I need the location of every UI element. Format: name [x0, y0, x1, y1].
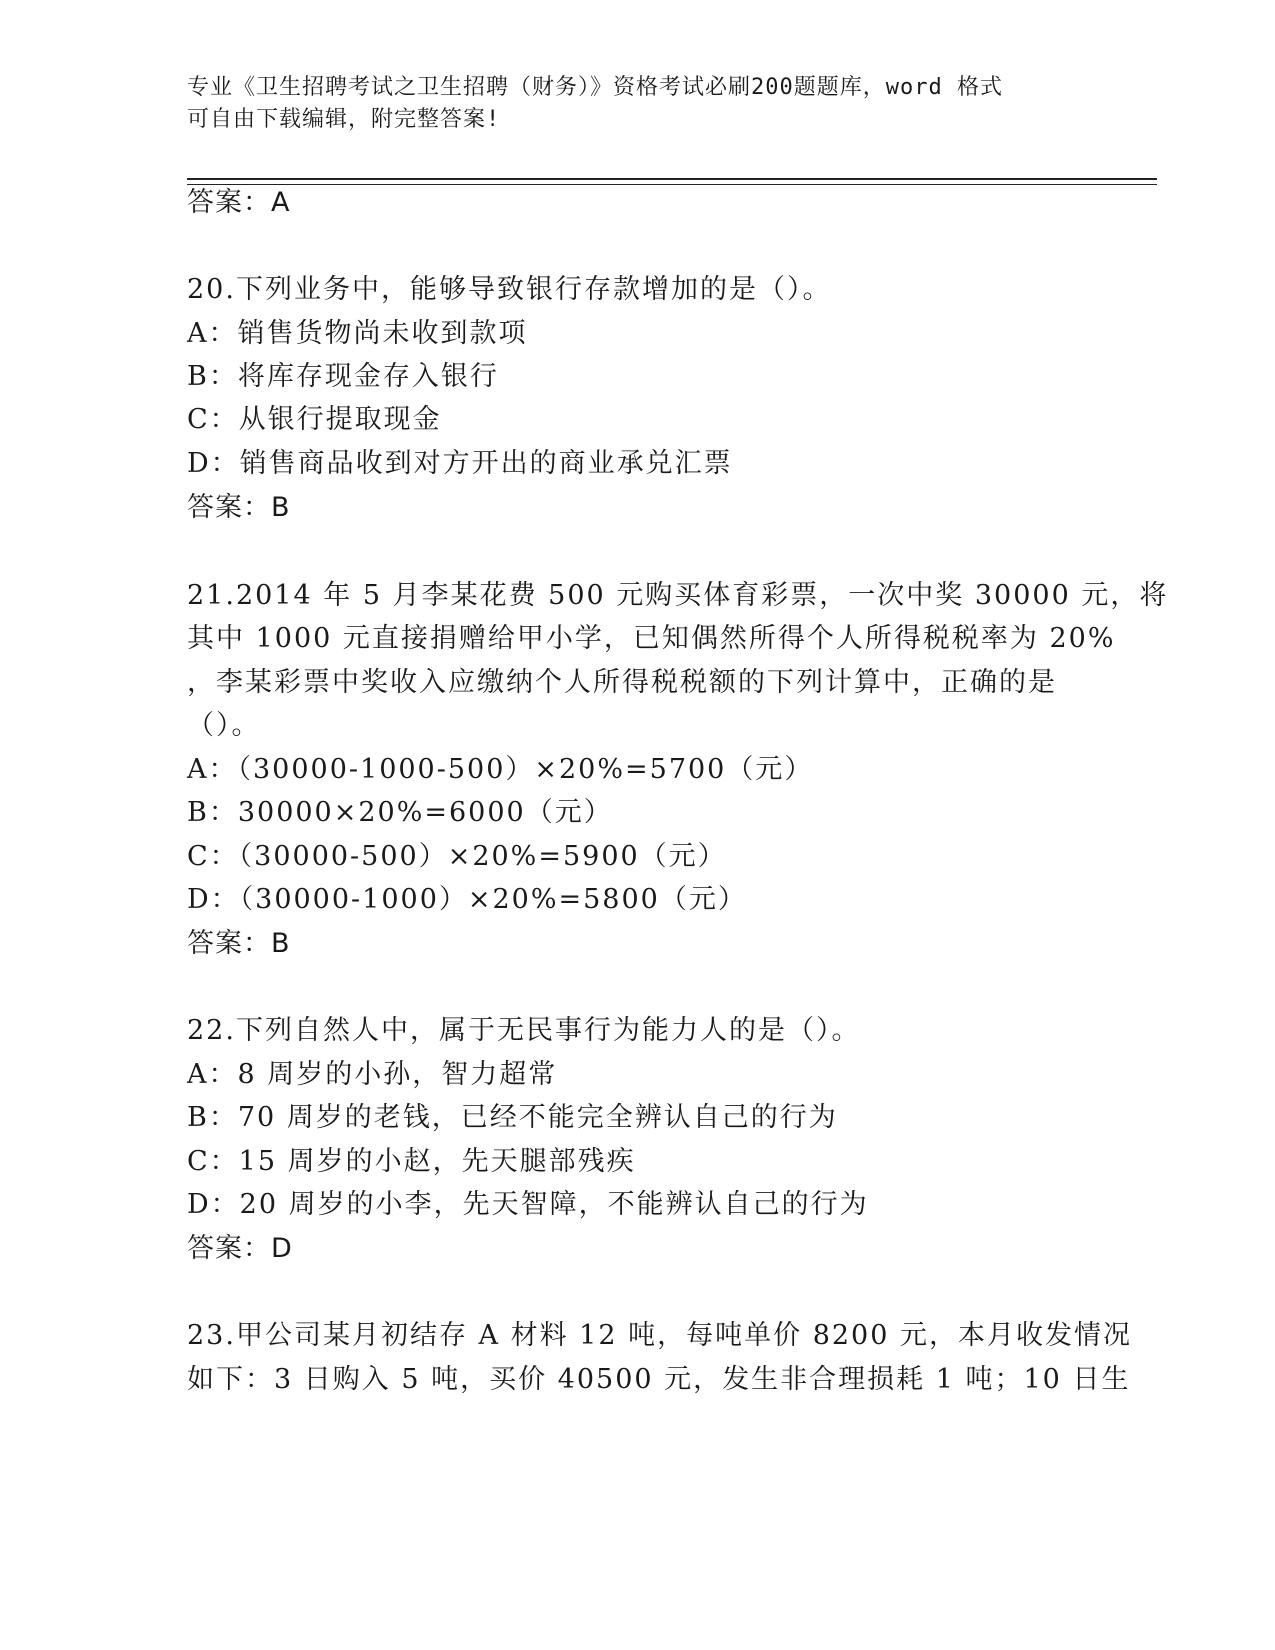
- header-divider-thin: [187, 184, 1157, 185]
- question-21-answer: 答案：B: [187, 928, 291, 959]
- question-21-option-b: B：30000×20%=6000（元）: [187, 797, 613, 828]
- question-21-stem-line-3: ，李某彩票中奖收入应缴纳个人所得税税额的下列计算中，正确的是: [187, 667, 1057, 698]
- previous-answer: 答案：A: [187, 187, 291, 218]
- question-21-option-a: A：（30000-1000-500）×20%=5700（元）: [187, 754, 814, 785]
- question-23-stem-line-1: 23.甲公司某月初结存 A 材料 12 吨，每吨单价 8200 元，本月收发情况: [187, 1320, 1133, 1351]
- header-title-line-1: 专业《卫生招聘考试之卫生招聘（财务）》资格考试必刷200题题库，word 格式: [187, 75, 1003, 100]
- question-20-stem: 20.下列业务中，能够导致银行存款增加的是（）。: [187, 274, 832, 305]
- header-title-line-2: 可自由下载编辑，附完整答案!: [187, 107, 501, 132]
- question-22-stem: 22.下列自然人中，属于无民事行为能力人的是（）。: [187, 1015, 861, 1046]
- question-21-option-c: C：（30000-500）×20%=5900（元）: [187, 841, 727, 872]
- question-22-option-b: B：70 周岁的老钱，已经不能完全辨认自己的行为: [187, 1102, 838, 1133]
- question-21-stem-line-4: （）。: [187, 710, 261, 741]
- question-21-stem-line-2: 其中 1000 元直接捐赠给甲小学，已知偶然所得个人所得税税率为 20%: [187, 623, 1116, 654]
- question-20-option-b: B：将库存现金存入银行: [187, 361, 499, 392]
- question-20-option-a: A：销售货物尚未收到款项: [187, 318, 528, 349]
- document-header: [187, 72, 1067, 136]
- question-22-answer: 答案：D: [187, 1233, 293, 1264]
- question-22-option-a: A：8 周岁的小孙，智力超常: [187, 1059, 558, 1090]
- question-21-stem-line-1: 21.2014 年 5 月李某花费 500 元购买体育彩票，一次中奖 30000 元，将: [187, 580, 1169, 611]
- question-20-option-d: D：销售商品收到对方开出的商业承兑汇票: [187, 448, 733, 479]
- question-20-answer: 答案：B: [187, 492, 291, 523]
- question-22-option-c: C：15 周岁的小赵，先天腿部残疾: [187, 1146, 636, 1177]
- header-divider: [187, 178, 1157, 180]
- question-22-option-d: D：20 周岁的小李，先天智障，不能辨认自己的行为: [187, 1189, 869, 1220]
- question-21-option-d: D：（30000-1000）×20%=5800（元）: [187, 884, 747, 915]
- question-23-stem-line-2: 如下：3 日购入 5 吨，买价 40500 元，发生非合理损耗 1 吨；10 日生: [187, 1364, 1131, 1395]
- question-20-option-c: C：从银行提取现金: [187, 404, 442, 435]
